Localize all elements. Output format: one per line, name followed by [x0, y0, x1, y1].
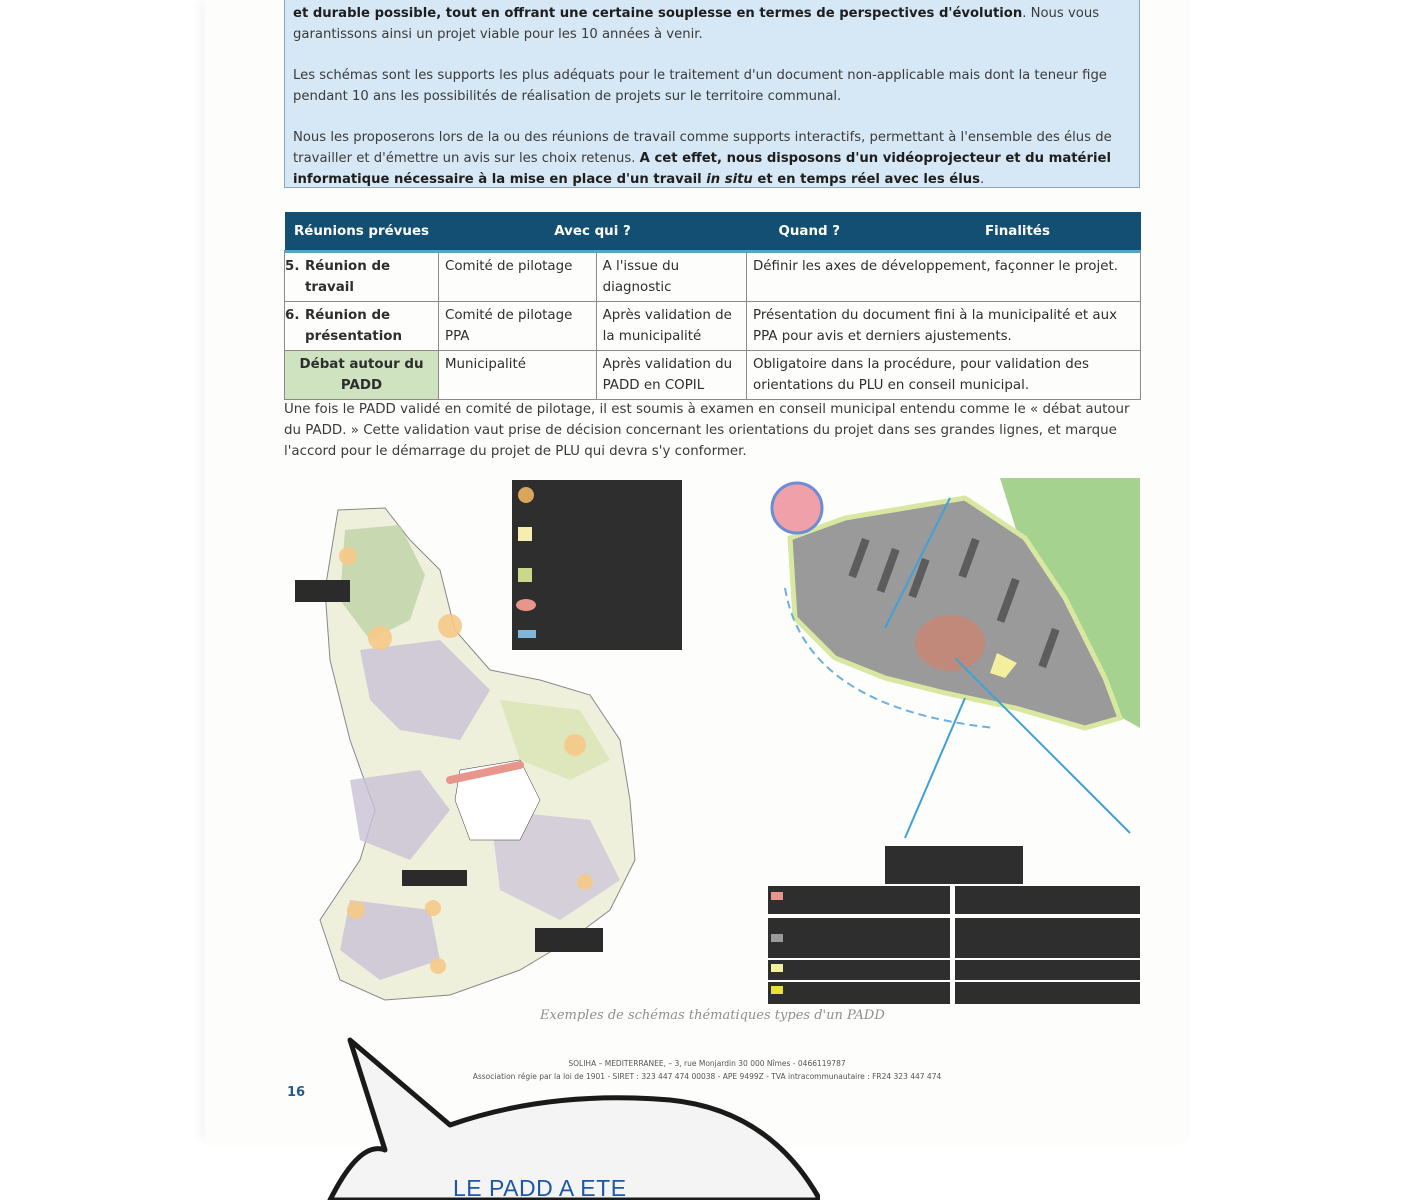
- intro-paragraph-2: Les schémas sont les supports les plus adéquats pour le traitement d'un document non-applicable mais dont la teneur fige pendant 10 ans les possibilités de réalisation de projets sur le territoire communal.: [293, 68, 1107, 104]
- table-header: Avec qui ?: [439, 212, 747, 252]
- meeting-who: Comité de pilotage: [439, 252, 597, 302]
- speech-bubble-text: LE PADD A ETE: [453, 1175, 627, 1201]
- page-number: 16: [287, 1085, 306, 1100]
- meeting-when: Après validation du PADD en COPIL: [596, 351, 746, 400]
- intro-box: [284, 0, 1140, 188]
- meeting-when: Après validation de la municipalité: [596, 302, 746, 351]
- meeting-goal: Présentation du document fini à la municipalité et aux PPA pour avis et derniers ajustements.: [747, 302, 1141, 351]
- figure-caption: Exemples de schémas thématiques types d'un PADD: [540, 1008, 885, 1023]
- meeting-name: Débat autour du PADD: [285, 351, 439, 400]
- thematic-map-right: [765, 478, 1140, 1008]
- table-header: Quand ? Finalités: [747, 212, 1141, 252]
- meeting-goal: Définir les axes de développement, façonner le projet.: [747, 252, 1141, 302]
- meeting-name: 5. Réunion de travail: [285, 252, 439, 302]
- table-header-row: [285, 212, 1141, 252]
- footer-line-1: SOLIHA – MEDITERRANEE, – 3, rue Monjardin 30 000 Nîmes - 0466119787: [568, 1059, 846, 1068]
- table-row: [285, 351, 1141, 400]
- intro-paragraph-1: et durable possible, tout en offrant une certaine souplesse en termes de perspectives d'évolution. Nous vous garantissons ainsi un projet viable pour les 10 années à venir.: [293, 6, 1100, 42]
- meeting-name: 6. Réunion de présentation: [285, 302, 439, 351]
- meetings-table: [284, 212, 1141, 400]
- padd-paragraph: Une fois le PADD validé en comité de pilotage, il est soumis à examen en conseil municipal entendu comme le « débat autour du PADD. » Cette validation vaut prise de décision concernant les orientations du projet dans ses grandes lignes, et marque l'accord pour le démarrage du projet de PLU qui devra s'y conformer.: [284, 402, 1130, 459]
- meeting-when: A l'issue du diagnostic: [596, 252, 746, 302]
- table-row: [285, 302, 1141, 351]
- table-row: [285, 252, 1141, 302]
- thematic-map-left: [290, 480, 690, 1010]
- meeting-who: Municipalité: [439, 351, 597, 400]
- meeting-goal: Obligatoire dans la procédure, pour validation des orientations du PLU en conseil municipal.: [747, 351, 1141, 400]
- footer-line-2: Association régie par la loi de 1901 - SIRET : 323 447 474 00038 - APE 9499Z - TVA intracommunautaire : FR24 323 447 474: [472, 1072, 942, 1081]
- table-header: Réunions prévues: [285, 212, 439, 252]
- intro-paragraph-3: Nous les proposerons lors de la ou des réunions de travail comme supports interactifs, permettant à l'ensemble des élus de travailler et d'émettre un avis sur les choix retenus. A cet effet, nous disposons d'un vidéoprojecteur et du matériel informatique nécessaire à la mise en place d'un travail in situ et en temps réel avec les élus.: [293, 130, 1112, 187]
- meeting-who: Comité de pilotage PPA: [439, 302, 597, 351]
